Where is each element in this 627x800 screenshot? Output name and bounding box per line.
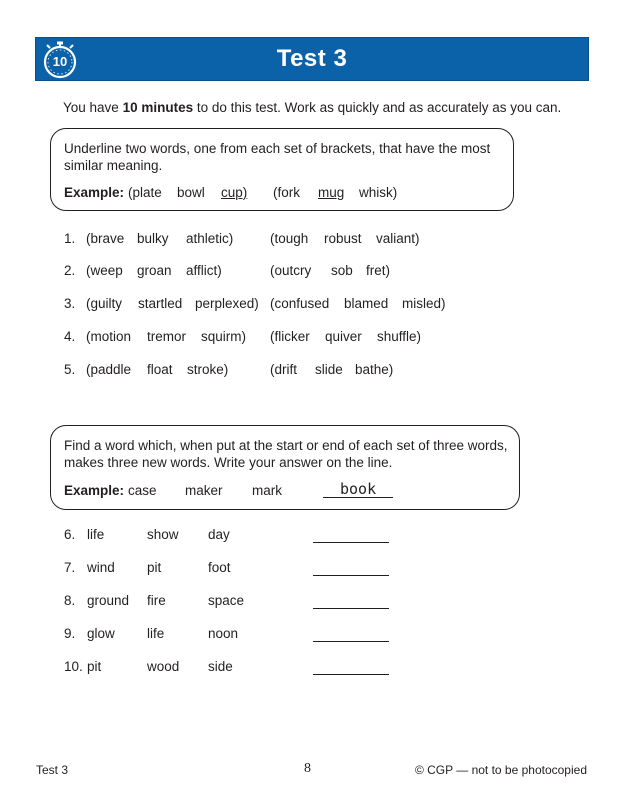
- section1-example: [64, 185, 124, 200]
- word-option[interactable]: float: [147, 362, 173, 377]
- word-option[interactable]: (motion: [86, 329, 132, 344]
- clue-word: life: [147, 626, 165, 641]
- word-option[interactable]: quiver: [325, 329, 362, 344]
- clue-word: wood: [147, 659, 180, 674]
- word-option[interactable]: shuffle): [377, 329, 422, 344]
- word-option[interactable]: (outcry: [270, 263, 312, 278]
- clue-word: show: [147, 527, 179, 542]
- question-number: 7.: [64, 560, 76, 575]
- intro-text-start: You have: [63, 100, 123, 115]
- word-option[interactable]: (brave: [86, 231, 125, 246]
- example-label: Example:: [64, 483, 125, 498]
- example-word: mark: [252, 483, 282, 498]
- word-option[interactable]: (flicker: [270, 329, 310, 344]
- question-row-6: [0, 527, 627, 547]
- example-answer: book: [340, 480, 377, 498]
- word-option[interactable]: robust: [324, 231, 362, 246]
- section1-instruction: Underline two words, one from each set of brackets, that have the most similar meaning.: [64, 141, 491, 173]
- example-answer-line: [323, 497, 393, 498]
- example-underlined-word: cup): [221, 185, 248, 200]
- clue-word: wind: [87, 560, 115, 575]
- example-underlined-word: mug: [318, 185, 345, 200]
- word-option[interactable]: (weep: [86, 263, 123, 278]
- answer-line[interactable]: [313, 641, 389, 642]
- question-row-3: [0, 296, 627, 316]
- answer-line[interactable]: [313, 575, 389, 576]
- question-row-4: [0, 329, 627, 349]
- word-option[interactable]: squirm): [201, 329, 247, 344]
- clue-word: life: [87, 527, 105, 542]
- question-row-8: [0, 593, 627, 613]
- footer-test-label: Test 3: [36, 763, 69, 777]
- word-option[interactable]: (guilty: [86, 296, 123, 311]
- clue-word: noon: [208, 626, 239, 641]
- question-row-1: [0, 231, 627, 251]
- section2-example: [64, 483, 124, 498]
- example-word: case: [128, 483, 157, 498]
- word-option[interactable]: (drift: [270, 362, 297, 377]
- word-option[interactable]: misled): [402, 296, 446, 311]
- question-number: 8.: [64, 593, 76, 608]
- example-word: whisk): [359, 185, 398, 200]
- intro-time-limit: 10 minutes: [122, 100, 194, 115]
- word-option[interactable]: (tough: [270, 231, 309, 246]
- word-option[interactable]: fret): [366, 263, 391, 278]
- word-option[interactable]: (paddle: [86, 362, 132, 377]
- question-number: 5.: [64, 362, 76, 377]
- word-option[interactable]: sob: [331, 263, 353, 278]
- example-label: Example:: [64, 185, 125, 200]
- question-number: 10.: [64, 659, 83, 674]
- clue-word: fire: [147, 593, 166, 608]
- question-number: 2.: [64, 263, 76, 278]
- clue-word: pit: [87, 659, 102, 674]
- word-option[interactable]: bulky: [137, 231, 169, 246]
- question-number: 1.: [64, 231, 76, 246]
- word-option[interactable]: (confused: [270, 296, 330, 311]
- answer-line[interactable]: [313, 542, 389, 543]
- intro-text-end: to do this test. Work as quickly and as accurately as you can.: [193, 100, 562, 115]
- question-number: 3.: [64, 296, 76, 311]
- clue-word: foot: [208, 560, 231, 575]
- page-title: Test 3: [276, 45, 348, 72]
- word-option[interactable]: startled: [138, 296, 183, 311]
- section2-instruction: Find a word which, when put at the start or end of each set of three words, makes three new words. Write your answer on the line.: [64, 438, 508, 470]
- question-number: 4.: [64, 329, 76, 344]
- word-option[interactable]: stroke): [187, 362, 229, 377]
- clue-word: space: [208, 593, 245, 608]
- clue-word: ground: [87, 593, 130, 608]
- clue-word: glow: [87, 626, 115, 641]
- question-number: 9.: [64, 626, 76, 641]
- word-option[interactable]: bathe): [355, 362, 394, 377]
- answer-line[interactable]: [313, 608, 389, 609]
- example-word: bowl: [177, 185, 205, 200]
- test-header-band: [35, 37, 589, 81]
- word-option[interactable]: afflict): [186, 263, 222, 278]
- question-row-2: [0, 263, 627, 283]
- clue-word: side: [208, 659, 233, 674]
- question-row-7: [0, 560, 627, 580]
- word-option[interactable]: slide: [315, 362, 343, 377]
- footer-copyright: © CGP — not to be photocopied: [414, 763, 587, 777]
- word-option[interactable]: valiant): [376, 231, 420, 246]
- word-option[interactable]: tremor: [147, 329, 187, 344]
- word-option[interactable]: blamed: [344, 296, 389, 311]
- word-option[interactable]: perplexed): [195, 296, 259, 311]
- clue-word: day: [208, 527, 230, 542]
- clue-word: pit: [147, 560, 162, 575]
- answer-line[interactable]: [313, 674, 389, 675]
- question-row-10: [0, 659, 627, 679]
- example-word: (fork: [273, 185, 300, 200]
- page-number: 8: [304, 761, 311, 776]
- example-word: maker: [185, 483, 223, 498]
- word-option[interactable]: athletic): [186, 231, 234, 246]
- question-row-9: [0, 626, 627, 646]
- question-number: 6.: [64, 527, 76, 542]
- question-row-5: [0, 362, 627, 382]
- example-word: (plate: [128, 185, 162, 200]
- intro-text: [63, 100, 561, 115]
- word-option[interactable]: groan: [137, 263, 172, 278]
- timer-minutes: 10: [52, 54, 68, 69]
